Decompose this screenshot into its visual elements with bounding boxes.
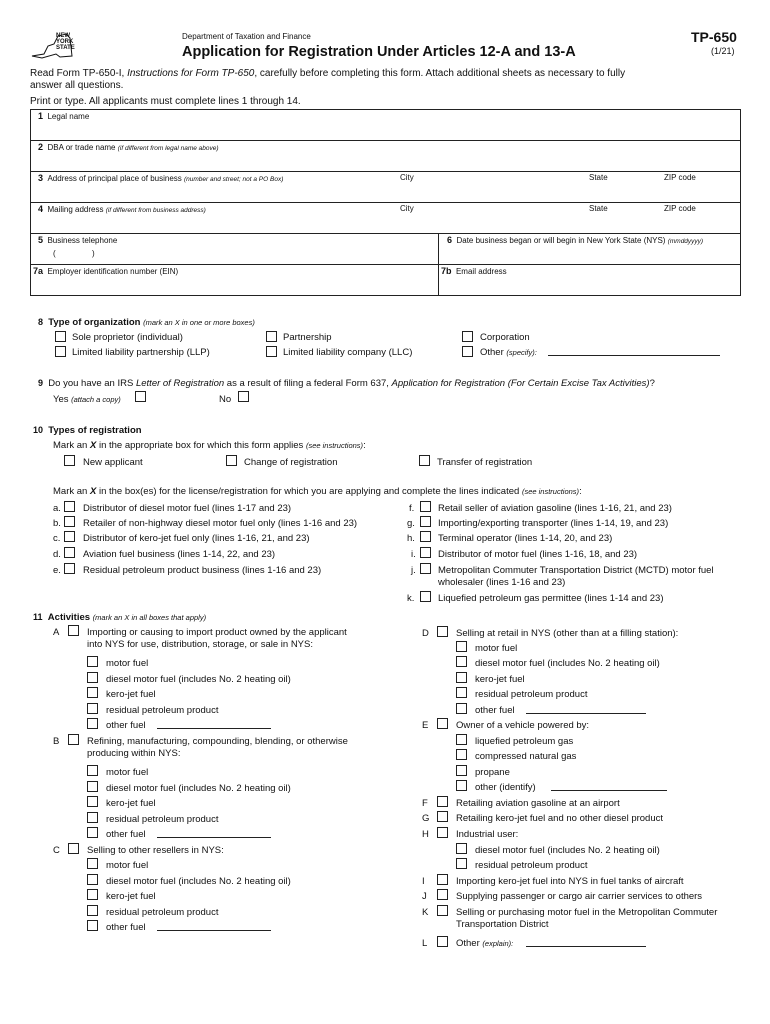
checkbox-activity-l[interactable] xyxy=(437,936,448,947)
fuel-label: kero-jet fuel xyxy=(475,674,525,685)
logo-line: NEW xyxy=(56,33,70,39)
checkbox-partnership[interactable] xyxy=(266,331,277,342)
instruction-text: Mark an xyxy=(53,440,90,451)
activity-a-label-cont: into NYS for use, distribution, storage, or sale in NYS: xyxy=(87,639,313,650)
license-key: a. xyxy=(53,503,61,514)
instruction-text: : xyxy=(363,440,366,451)
checkbox-activity-g[interactable] xyxy=(437,811,448,822)
activity-d-label: Selling at retail in NYS (other than at a filling station): xyxy=(456,628,679,639)
fuel-label: diesel motor fuel (includes No. 2 heating oil) xyxy=(475,658,660,669)
instruction-x: X xyxy=(89,486,97,497)
checkbox-llc[interactable] xyxy=(266,346,277,357)
question-note: (mark an X in all boxes that apply) xyxy=(92,613,207,622)
checkbox-activity-k[interactable] xyxy=(437,905,448,916)
license-key: f. xyxy=(409,503,415,514)
activity-key: A xyxy=(53,627,60,638)
question-title: Type of organization xyxy=(48,317,141,328)
fuel-label: motor fuel xyxy=(106,767,149,778)
option-label: Other xyxy=(456,938,480,949)
field-note: (mmddyyyy) xyxy=(667,238,704,245)
field-label: Employer identification number (EIN) xyxy=(47,267,179,276)
checkbox-license-k[interactable] xyxy=(420,591,431,602)
checkbox-e-propane[interactable] xyxy=(456,765,467,776)
checkbox-b-residual[interactable] xyxy=(87,812,98,823)
question-title: Activities xyxy=(47,612,91,623)
fuel-label: kero-jet fuel xyxy=(106,689,156,700)
field-mailing-city[interactable]: City xyxy=(400,204,414,213)
fuel-label: kero-jet fuel xyxy=(106,891,156,902)
license-key: d. xyxy=(53,549,61,560)
q9-question xyxy=(38,378,655,389)
checkbox-license-j[interactable] xyxy=(420,563,431,574)
fuel-label: other fuel xyxy=(106,829,146,840)
checkbox-no[interactable] xyxy=(238,391,249,402)
fuel-label: other fuel xyxy=(475,705,515,716)
checkbox-license-c[interactable] xyxy=(64,531,75,542)
checkbox-yes[interactable] xyxy=(135,391,146,402)
license-label: Retailer of non-highway diesel motor fuel only (lines 1-16 and 23) xyxy=(83,518,358,529)
question-text: Do you have an IRS xyxy=(48,378,136,389)
question-text: as a result of filing a federal Form 637, xyxy=(224,378,392,389)
label-transfer-registration: Transfer of registration xyxy=(437,457,533,468)
activity-key: B xyxy=(53,736,60,747)
instruction-text: in the box(es) for the license/registration for which you are applying and complete the lines indicated xyxy=(96,486,522,497)
activity-f-label: Retailing aviation gasoline at an airport xyxy=(456,798,620,809)
fuel-label: diesel motor fuel (includes No. 2 heating oil) xyxy=(106,876,291,887)
license-key: j. xyxy=(411,565,416,576)
label-llc: Limited liability company (LLC) xyxy=(283,347,413,358)
checkbox-license-b[interactable] xyxy=(64,516,75,527)
intro-line-1 xyxy=(30,68,625,79)
activity-a-label: Importing or causing to import product owned by the applicant xyxy=(87,627,347,638)
c-other-fuel-line[interactable] xyxy=(157,930,271,931)
license-key: g. xyxy=(407,518,415,529)
field-note: (number and street; not a PO Box) xyxy=(184,176,284,183)
checkbox-a-other-fuel[interactable] xyxy=(87,718,98,729)
q10-heading xyxy=(33,425,142,436)
checkbox-transfer-registration[interactable] xyxy=(419,455,430,466)
vehicle-fuel-label: propane xyxy=(475,767,510,778)
checkbox-e-lpg[interactable] xyxy=(456,734,467,745)
field-note: (if different from business address) xyxy=(105,207,206,214)
intro-text: , carefully before completing this form. Attach additional sheets as necessary to fully xyxy=(254,68,626,79)
license-key: b. xyxy=(53,518,61,529)
license-label: Retail seller of aviation gasoline (lines 1-16, 21, and 23) xyxy=(438,503,672,514)
activity-c-label: Selling to other resellers in NYS: xyxy=(87,845,224,856)
license-key: k. xyxy=(407,593,415,604)
question-text: ? xyxy=(649,378,655,389)
checkbox-new-applicant[interactable] xyxy=(64,455,75,466)
field-label: Mailing address xyxy=(47,205,104,214)
question-number: 9 xyxy=(38,378,44,388)
checkbox-activity-f[interactable] xyxy=(437,796,448,807)
checkbox-license-a[interactable] xyxy=(64,501,75,512)
question-number: 11 xyxy=(33,612,43,622)
checkbox-activity-h[interactable] xyxy=(437,827,448,838)
license-label: Residual petroleum product business (lines 1-16 and 23) xyxy=(83,565,322,576)
field-principal-address[interactable] xyxy=(38,173,283,183)
q8-heading xyxy=(38,317,255,328)
form-revision: (1/21) xyxy=(711,46,735,56)
checkbox-d-kero-jet[interactable] xyxy=(456,672,467,683)
activity-key: D xyxy=(422,628,429,639)
fuel-label: motor fuel xyxy=(106,658,149,669)
field-note: (if different from legal name above) xyxy=(117,145,219,152)
q10-instruction xyxy=(53,440,366,451)
license-key: i. xyxy=(411,549,416,560)
field-number: 4 xyxy=(38,204,44,214)
field-dba-name[interactable] xyxy=(38,142,219,152)
checkbox-e-other[interactable] xyxy=(456,780,467,791)
intro-line-2: answer all questions. xyxy=(30,80,124,91)
phone-area-code-close: ) xyxy=(92,249,95,258)
checkbox-c-kero-jet[interactable] xyxy=(87,889,98,900)
option-note: (attach a copy) xyxy=(71,395,121,404)
checkbox-d-diesel[interactable] xyxy=(456,656,467,667)
checkbox-license-g[interactable] xyxy=(420,516,431,527)
checkbox-b-motor-fuel[interactable] xyxy=(87,765,98,776)
question-italic: Application for Registration (For Certain Excise Tax Activities) xyxy=(391,378,650,389)
field-number: 5 xyxy=(38,235,44,245)
q10-license-instruction xyxy=(53,486,582,497)
field-business-telephone[interactable] xyxy=(38,235,117,245)
activity-e-label: Owner of a vehicle powered by: xyxy=(456,720,590,731)
activity-key: L xyxy=(422,938,428,949)
checkbox-activity-j[interactable] xyxy=(437,889,448,900)
checkbox-license-e[interactable] xyxy=(64,563,75,574)
label-change-registration: Change of registration xyxy=(244,457,338,468)
checkbox-llp[interactable] xyxy=(55,346,66,357)
checkbox-activity-e[interactable] xyxy=(437,718,448,729)
license-key: h. xyxy=(407,533,415,544)
label-no: No xyxy=(219,394,232,405)
checkbox-activity-b[interactable] xyxy=(68,734,79,745)
activity-key: K xyxy=(422,907,429,918)
activity-l-label xyxy=(456,938,513,949)
license-label: Liquefied petroleum gas permittee (lines 1-14 and 23) xyxy=(438,593,664,604)
instruction-note: (see instructions) xyxy=(305,441,364,450)
activity-i-label: Importing kero-jet fuel into NYS in fuel tanks of aircraft xyxy=(456,876,684,887)
activity-key: F xyxy=(422,798,428,809)
field-legal-name[interactable] xyxy=(38,111,89,121)
option-note: (specify): xyxy=(506,348,537,357)
field-number: 6 xyxy=(447,235,453,245)
instruction-x: X xyxy=(89,440,97,451)
checkbox-change-registration[interactable] xyxy=(226,455,237,466)
checkbox-c-diesel[interactable] xyxy=(87,874,98,885)
question-title: Types of registration xyxy=(48,425,142,436)
label-other-org xyxy=(480,347,537,358)
field-begin-date[interactable] xyxy=(447,235,703,245)
checkbox-c-other-fuel[interactable] xyxy=(87,920,98,931)
checkbox-d-motor-fuel[interactable] xyxy=(456,641,467,652)
license-label: Importing/exporting transporter (lines 1-14, 19, and 23) xyxy=(438,518,669,529)
vehicle-fuel-label: compressed natural gas xyxy=(475,751,577,762)
license-label-cont: wholesaler (lines 1-16 and 23) xyxy=(438,577,566,588)
instruction-text: Mark an xyxy=(53,486,90,497)
field-mailing-zip[interactable]: ZIP code xyxy=(664,204,696,213)
vehicle-fuel-label: liquefied petroleum gas xyxy=(475,736,574,747)
fuel-label: residual petroleum product xyxy=(106,814,219,825)
checkbox-a-residual[interactable] xyxy=(87,703,98,714)
checkbox-b-diesel[interactable] xyxy=(87,781,98,792)
intro-line-3: Print or type. All applicants must complete lines 1 through 14. xyxy=(30,96,301,107)
field-city[interactable]: City xyxy=(400,173,414,182)
checkbox-a-motor-fuel[interactable] xyxy=(87,656,98,667)
license-key: e. xyxy=(53,565,61,576)
l-explain-line[interactable] xyxy=(526,946,646,947)
activity-key: I xyxy=(422,876,425,887)
field-email[interactable] xyxy=(441,266,507,276)
fuel-label: residual petroleum product xyxy=(106,907,219,918)
checkbox-license-f[interactable] xyxy=(420,501,431,512)
label-sole-proprietor: Sole proprietor (individual) xyxy=(72,332,183,343)
activity-k-label-cont: Transportation District xyxy=(456,919,549,930)
license-label: Terminal operator (lines 1-14, 20, and 23) xyxy=(438,533,613,544)
checkbox-activity-a[interactable] xyxy=(68,625,79,636)
label-corporation: Corporation xyxy=(480,332,530,343)
checkbox-b-other-fuel[interactable] xyxy=(87,827,98,838)
license-label: Aviation fuel business (lines 1-14, 22, and 23) xyxy=(83,549,276,560)
instruction-text: : xyxy=(579,486,582,497)
option-note: (explain): xyxy=(482,939,514,948)
vehicle-fuel-label: other (identify) xyxy=(475,782,536,793)
field-label: DBA or trade name xyxy=(47,143,116,152)
activity-key: J xyxy=(422,891,427,902)
field-mailing-state[interactable]: State xyxy=(589,204,608,213)
label-llp: Limited liability partnership (LLP) xyxy=(72,347,210,358)
activity-k-label: Selling or purchasing motor fuel in the Metropolitan Commuter xyxy=(456,907,718,918)
logo-line: STATE xyxy=(56,45,75,51)
activity-key: C xyxy=(53,845,60,856)
checkbox-license-d[interactable] xyxy=(64,547,75,558)
field-label: Legal name xyxy=(47,112,90,121)
question-number: 10 xyxy=(33,425,44,435)
b-other-fuel-line[interactable] xyxy=(157,837,271,838)
a-other-fuel-line[interactable] xyxy=(157,728,271,729)
checkbox-activity-c[interactable] xyxy=(68,843,79,854)
activity-g-label: Retailing kero-jet fuel and no other diesel product xyxy=(456,813,664,824)
field-label: Business telephone xyxy=(47,236,118,245)
checkbox-c-motor-fuel[interactable] xyxy=(87,858,98,869)
question-italic: Letter of Registration xyxy=(135,378,225,389)
license-label: Distributor of diesel motor fuel (lines 1-17 and 23) xyxy=(83,503,292,514)
e-other-identify-line[interactable] xyxy=(551,790,667,791)
instruction-note: (see instructions) xyxy=(521,487,580,496)
intro-text: Read Form TP-650-I, xyxy=(30,68,128,79)
form-title: Application for Registration Under Articles 12-A and 13-A xyxy=(182,44,576,60)
intro-italic: Instructions for Form TP-650 xyxy=(127,68,255,79)
license-label: Distributor of kero-jet fuel only (lines 1-16, 21, and 23) xyxy=(83,533,310,544)
instruction-text: in the appropriate box for which this form applies xyxy=(96,440,306,451)
phone-area-code-open: ( xyxy=(53,249,56,258)
checkbox-corporation[interactable] xyxy=(462,331,473,342)
department-name: Department of Taxation and Finance xyxy=(182,32,311,41)
fuel-label: residual petroleum product xyxy=(106,705,219,716)
field-zip[interactable]: ZIP code xyxy=(664,173,696,182)
checkbox-h-diesel[interactable] xyxy=(456,843,467,854)
field-number: 2 xyxy=(38,142,44,152)
activity-j-label: Supplying passenger or cargo air carrier services to others xyxy=(456,891,703,902)
d-other-fuel-line[interactable] xyxy=(526,713,646,714)
field-number: 7b xyxy=(441,266,452,276)
license-label: Metropolitan Commuter Transportation District (MCTD) motor fuel xyxy=(438,565,714,576)
q11-heading xyxy=(33,612,206,623)
fuel-label: other fuel xyxy=(106,922,146,933)
license-key: c. xyxy=(53,533,61,544)
checkbox-license-h[interactable] xyxy=(420,531,431,542)
checkbox-d-other-fuel[interactable] xyxy=(456,703,467,714)
field-mailing-address[interactable] xyxy=(38,204,206,214)
field-label: Address of principal place of business xyxy=(47,174,182,183)
activity-key: G xyxy=(422,813,430,824)
activity-b-label: Refining, manufacturing, compounding, blending, or otherwise xyxy=(87,736,348,747)
industrial-fuel-label: residual petroleum product xyxy=(475,860,588,871)
form-id: TP-650 xyxy=(691,29,737,45)
field-state[interactable]: State xyxy=(589,173,608,182)
field-label: Date business began or will begin in New York State (NYS) xyxy=(456,236,666,245)
industrial-fuel-label: diesel motor fuel (includes No. 2 heating oil) xyxy=(475,845,660,856)
checkbox-e-cng[interactable] xyxy=(456,749,467,760)
checkbox-other-org[interactable] xyxy=(462,346,473,357)
checkbox-license-i[interactable] xyxy=(420,547,431,558)
activity-h-label: Industrial user: xyxy=(456,829,519,840)
checkbox-h-residual[interactable] xyxy=(456,858,467,869)
other-org-specify-line[interactable] xyxy=(548,355,720,356)
label-new-applicant: New applicant xyxy=(83,457,143,468)
question-number: 8 xyxy=(38,317,44,327)
logo-line: YORK xyxy=(56,39,74,45)
option-label: Yes xyxy=(53,394,69,405)
checkbox-activity-i[interactable] xyxy=(437,874,448,885)
field-number: 7a xyxy=(33,266,44,276)
logo-text xyxy=(56,33,75,51)
checkbox-activity-d[interactable] xyxy=(437,626,448,637)
activity-b-label-cont: producing within NYS: xyxy=(87,748,181,759)
field-number: 1 xyxy=(38,111,44,121)
checkbox-b-kero-jet[interactable] xyxy=(87,796,98,807)
checkbox-a-diesel[interactable] xyxy=(87,672,98,683)
label-partnership: Partnership xyxy=(283,332,332,343)
fuel-label: diesel motor fuel (includes No. 2 heating oil) xyxy=(106,674,291,685)
checkbox-a-kero-jet[interactable] xyxy=(87,687,98,698)
fuel-label: motor fuel xyxy=(475,643,518,654)
fuel-label: kero-jet fuel xyxy=(106,798,156,809)
field-ein[interactable] xyxy=(33,266,178,276)
license-label: Distributor of motor fuel (lines 1-16, 18, and 23) xyxy=(438,549,638,560)
fuel-label: diesel motor fuel (includes No. 2 heating oil) xyxy=(106,783,291,794)
label-yes xyxy=(53,394,121,405)
fuel-label: residual petroleum product xyxy=(475,689,588,700)
checkbox-c-residual[interactable] xyxy=(87,905,98,916)
question-note: (mark an X in one or more boxes) xyxy=(143,318,255,327)
checkbox-d-residual[interactable] xyxy=(456,687,467,698)
field-label: Email address xyxy=(455,267,507,276)
checkbox-sole-proprietor[interactable] xyxy=(55,331,66,342)
fuel-label: motor fuel xyxy=(106,860,149,871)
option-label: Other xyxy=(480,347,504,358)
activity-key: E xyxy=(422,720,429,731)
field-number: 3 xyxy=(38,173,44,183)
fuel-label: other fuel xyxy=(106,720,146,731)
activity-key: H xyxy=(422,829,429,840)
